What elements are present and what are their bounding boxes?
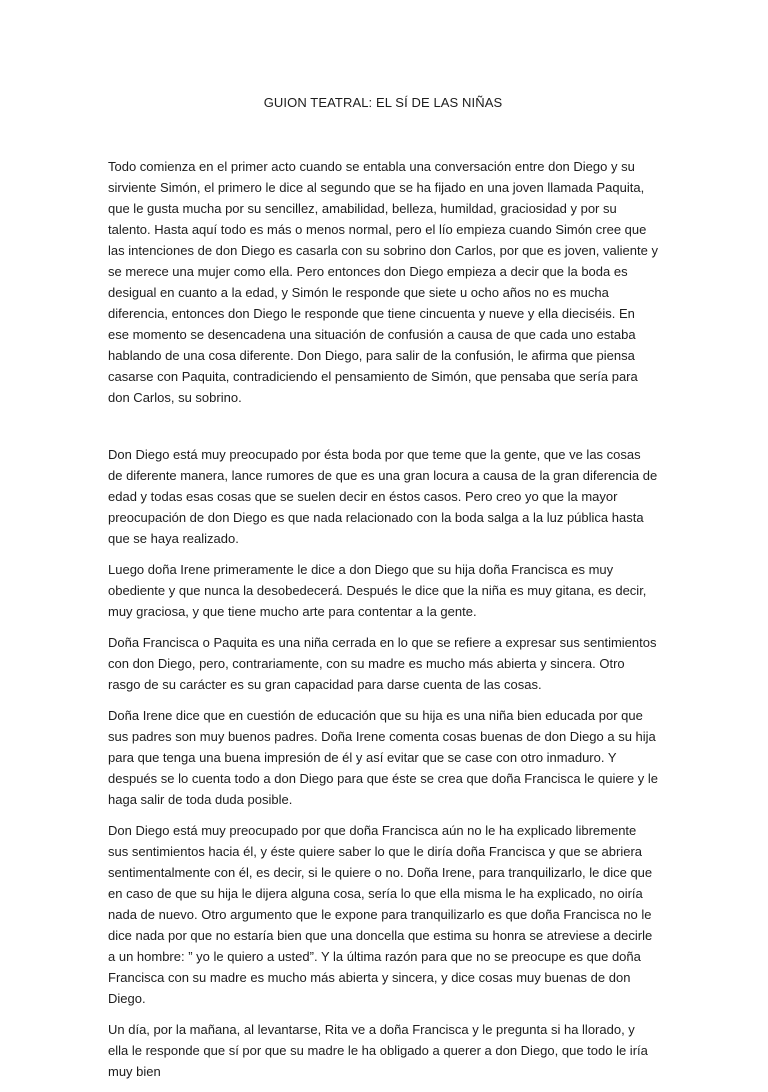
paragraph-5: Doña Irene dice que en cuestión de educación que su hija es una niña bien educada por que sus padres son muy buenos padres. Doña Irene comenta cosas buenas de don Diego a su hija para que tenga una buena impresión de él y así evitar que se case con otro inmaduro. Y después se lo cuenta todo a don Diego para que éste se crea que doña Francisca le quiere y le haga salir de toda duda posible. [108, 708, 658, 807]
paragraph-7: Un día, por la mañana, al levantarse, Rita ve a doña Francisca y le pregunta si ha llorado, y ella le responde que sí por que su madre le ha obligado a querer a don Diego, que todo le iría muy bien [108, 1022, 648, 1079]
paragraph-4: Doña Francisca o Paquita es una niña cerrada en lo que se refiere a expresar sus sentimientos con don Diego, pero, contrariamente, con su madre es mucho más abierta y sincera. Otro rasgo de su carácter es su gran capacidad para darse cuenta de las cosas. [108, 635, 657, 692]
document-title: GUION TEATRAL: EL SÍ DE LAS NIÑAS [263, 95, 503, 110]
document-page [108, 94, 658, 1092]
paragraph-6: Don Diego está muy preocupado por que doña Francisca aún no le ha explicado libremente sus sentimientos hacia él, y éste quiere saber lo que le diría doña Francisca y que se abriera sentimentalmente con él, es decir, si le quiere o no. Doña Irene, para tranquilizarlo, le dice que en caso de que su hija le dijera alguna cosa, sería lo que ella misma le ha explicado, no oiría nada de nuevo. Otro argumento que le expone para tranquilizarlo es que doña Francisca no le dice nada por que no estaría bien que una doncella que estima su honra se atreviese a decirle a un hombre: ” yo le quiero a usted”. Y la última razón para que no se preocupe es que doña Francisca con su madre es mucho más abierta y sincera, y dice cosas muy buenas de don Diego. [108, 823, 653, 1006]
paragraph-3: Luego doña Irene primeramente le dice a don Diego que su hija doña Francisca es muy obediente y que nunca la desobedecerá. Después le dice que la niña es muy gitana, es decir, muy graciosa, y que tiene mucho arte para contentar a la gente. [108, 562, 647, 619]
paragraph-1: Todo comienza en el primer acto cuando se entabla una conversación entre don Diego y su sirviente Simón, el primero le dice al segundo que se ha fijado en una joven llamada Paquita, que le gusta mucha por su sencillez, amabilidad, belleza, humildad, graciosidad y por su talento. Hasta aquí todo es más o menos normal, pero el lío empieza cuando Simón cree que las intenciones de don Diego es casarla con su sobrino don Carlos, por que es joven, valiente y se merece una mujer como ella. Pero entonces don Diego empieza a decir que la boda es desigual en cuanto a la edad, y Simón le responde que siete u ocho años no es mucha diferencia, entonces don Diego le responde que tiene cincuenta y nueve y ella dieciséis. En ese momento se desencadena una situación de confusión a causa de que cada uno estaba hablando de una cosa diferente. Don Diego, para salir de la confusión, le afirma que piensa casarse con Paquita, contradiciendo el pensamiento de Simón, que pensaba que sería para don Carlos, su sobrino. [108, 159, 658, 405]
paragraph-2: Don Diego está muy preocupado por ésta boda por que teme que la gente, que ve las cosas de diferente manera, lance rumores de que es una gran locura a causa de la gran diferencia de edad y todas esas cosas que se suelen decir en éstos casos. Pero creo yo que la mayor preocupación de don Diego es que nada relacionado con la boda salga a la luz pública hasta que se haya realizado. [108, 447, 658, 546]
